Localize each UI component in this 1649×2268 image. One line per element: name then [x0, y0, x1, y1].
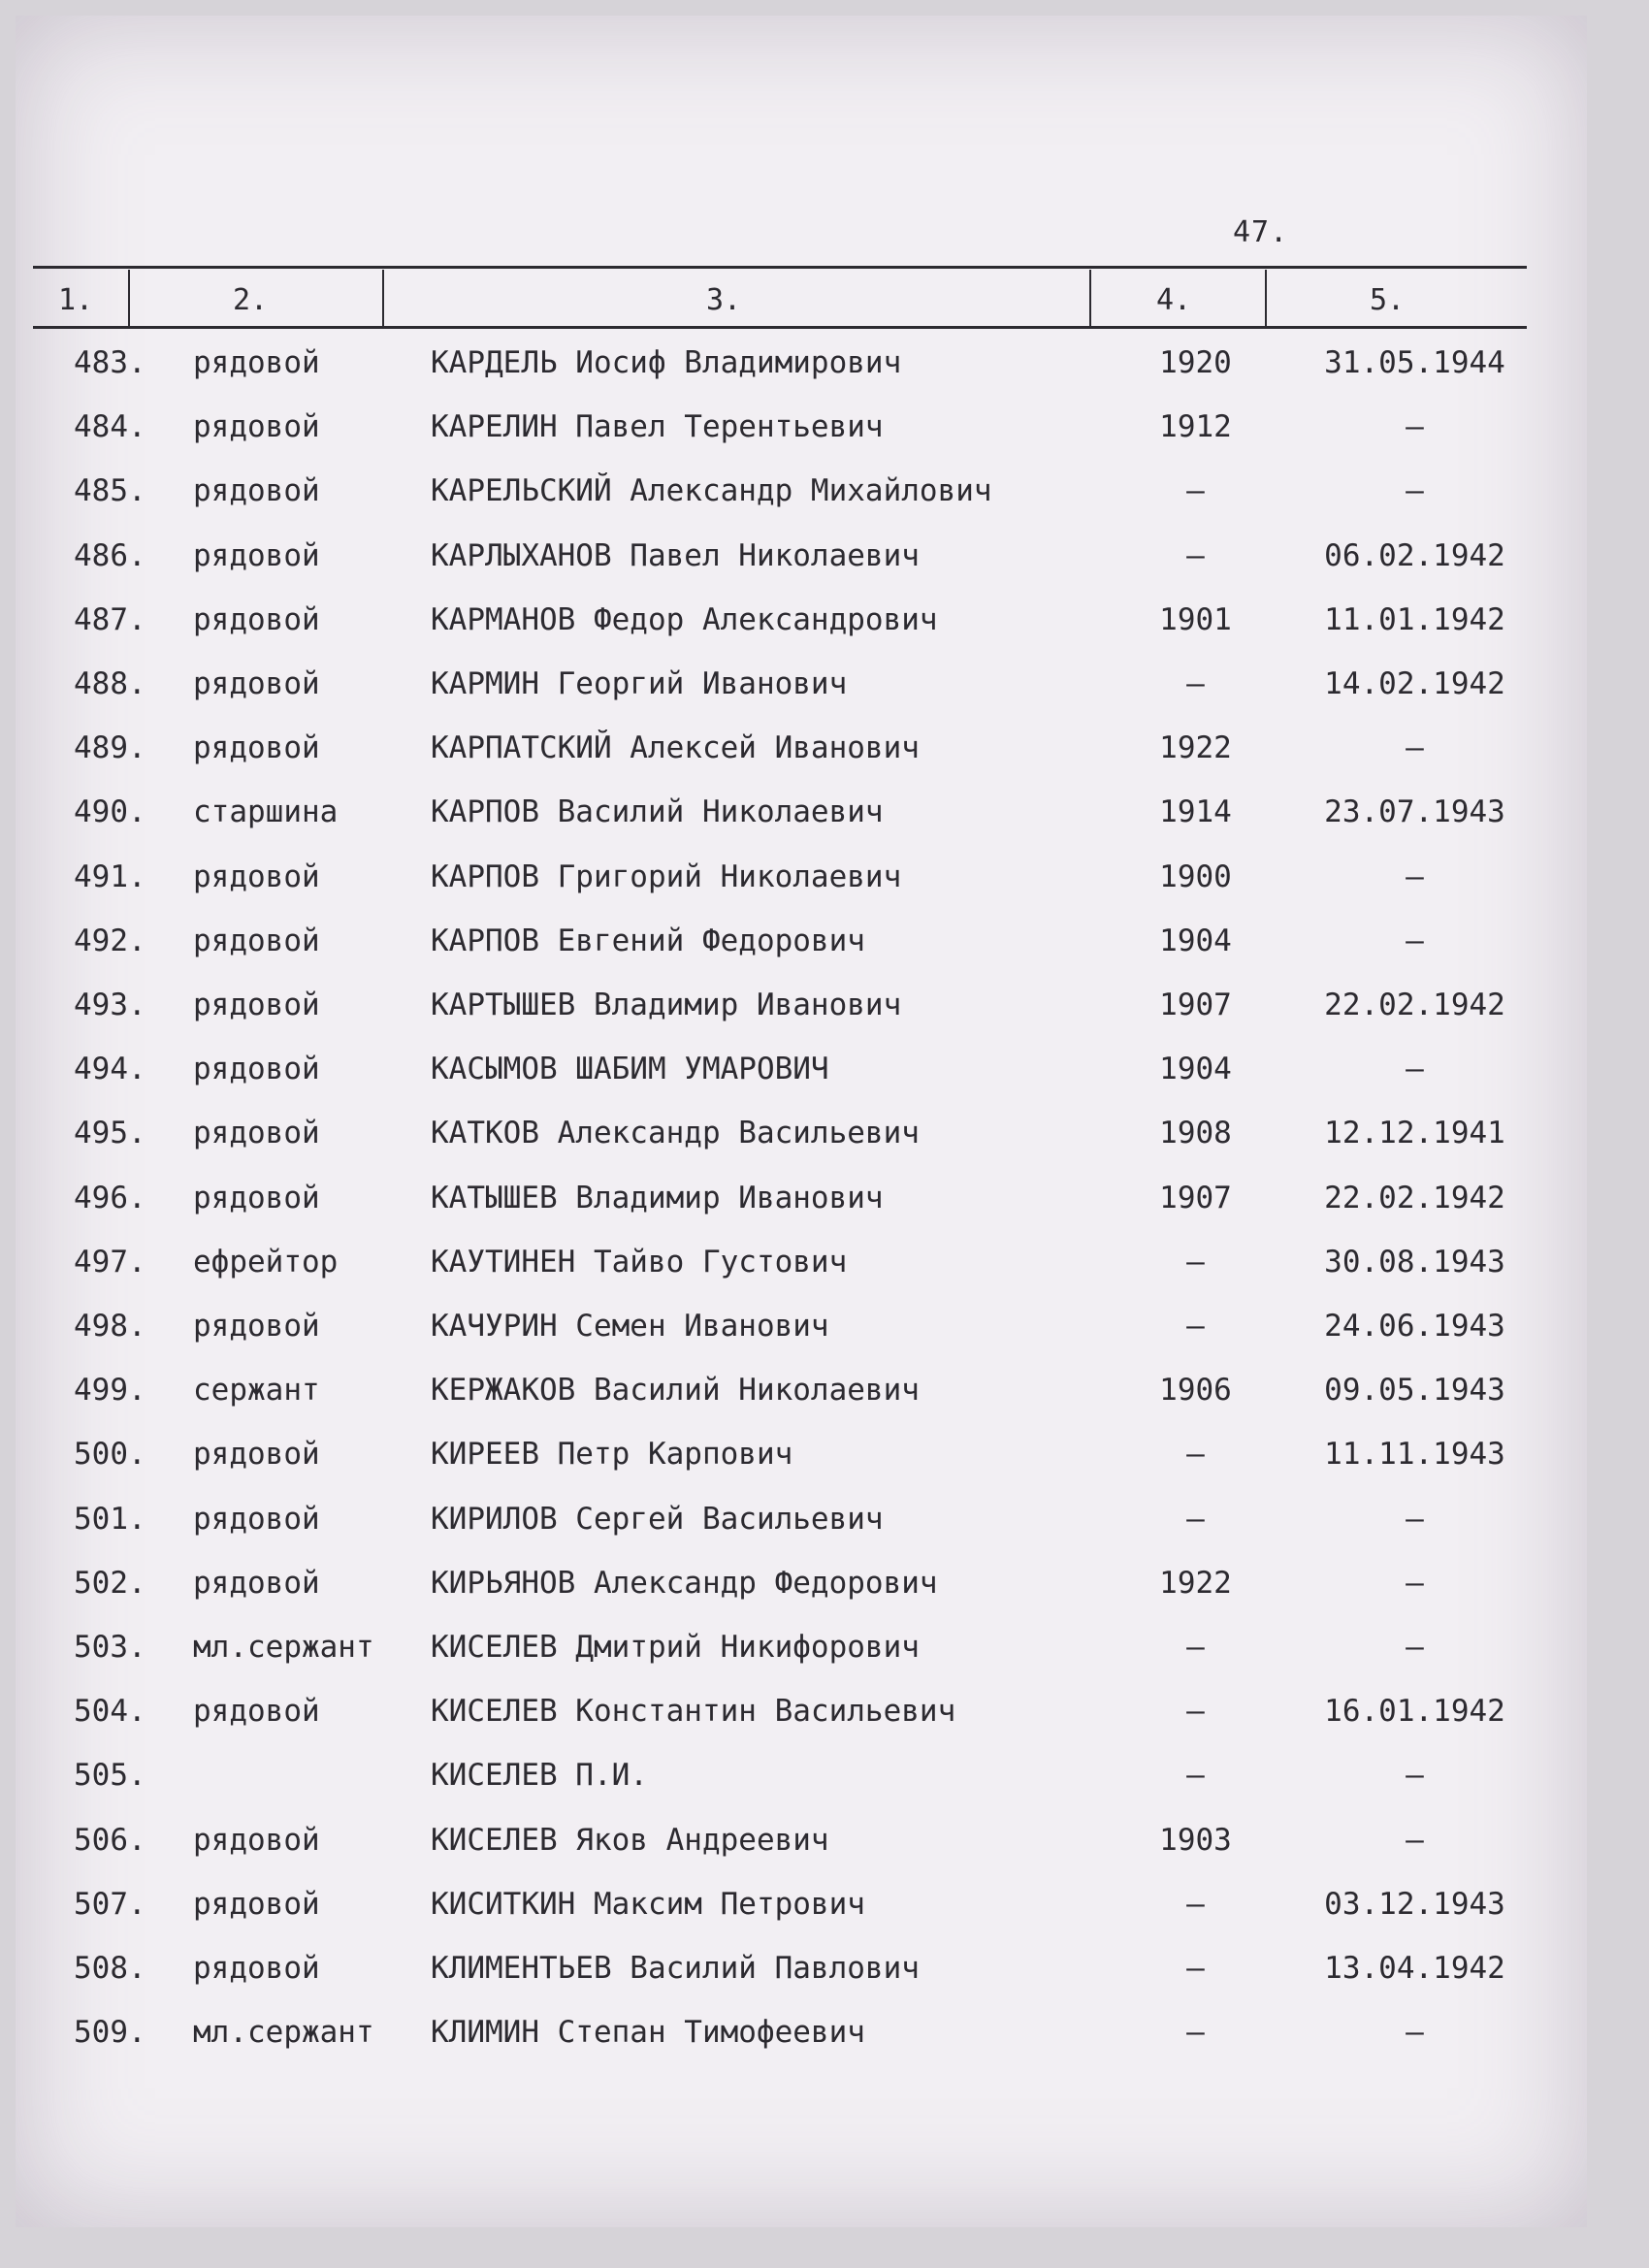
row-number: 506.: [74, 1822, 146, 1858]
row-number: 483.: [74, 345, 146, 380]
row-date: 31.05.1944: [1324, 345, 1505, 380]
row-rank: рядовой: [193, 1437, 320, 1473]
row-rank: старшина: [193, 794, 339, 830]
row-date: 06.02.1942: [1324, 537, 1505, 573]
row-date: 14.02.1942: [1324, 666, 1505, 701]
row-birth-year: 1907: [1159, 988, 1232, 1022]
row-rank: мл.сержант: [193, 1630, 374, 1665]
row-number: 501.: [74, 1501, 146, 1537]
table-row: [16, 859, 1587, 923]
row-rank: рядовой: [193, 1565, 320, 1601]
row-date: 22.02.1942: [1324, 988, 1505, 1022]
row-number: 485.: [74, 473, 146, 509]
table-row: [16, 1694, 1587, 1758]
row-number: 493.: [74, 988, 146, 1022]
row-rank: рядовой: [193, 345, 320, 380]
row-number: 495.: [74, 1116, 146, 1151]
row-birth-year: –: [1186, 1244, 1205, 1280]
row-birth-year: –: [1186, 2015, 1205, 2051]
row-date: –: [1406, 1822, 1424, 1858]
row-name: КЛИМИН Степан Тимофеевич: [431, 2015, 865, 2051]
row-date: –: [1406, 473, 1424, 509]
row-name: КАЧУРИН Семен Иванович: [431, 1309, 829, 1344]
header-col-4: 4.: [1156, 283, 1192, 317]
table-row: [16, 1566, 1587, 1630]
header-top-rule: [33, 266, 1527, 269]
table-row: [16, 345, 1587, 409]
column-divider: [1089, 270, 1091, 326]
row-number: 509.: [74, 2015, 146, 2051]
row-birth-year: 1907: [1159, 1180, 1232, 1215]
row-birth-year: –: [1186, 1694, 1205, 1730]
row-rank: рядовой: [193, 1116, 320, 1151]
row-birth-year: –: [1186, 1437, 1205, 1473]
table-row: [16, 538, 1587, 602]
row-number: 498.: [74, 1309, 146, 1344]
row-number: 489.: [74, 730, 146, 766]
row-number: 504.: [74, 1694, 146, 1730]
row-name: КАРПАТСКИЙ Алексей Иванович: [431, 730, 920, 766]
row-rank: рядовой: [193, 988, 320, 1022]
column-divider: [128, 270, 130, 326]
row-birth-year: –: [1186, 537, 1205, 573]
row-number: 503.: [74, 1630, 146, 1665]
row-number: 508.: [74, 1951, 146, 1986]
table-row: [16, 923, 1587, 988]
row-name: КИРЕЕВ Петр Карпович: [431, 1437, 793, 1473]
row-birth-year: 1900: [1159, 859, 1232, 894]
row-birth-year: –: [1186, 473, 1205, 509]
row-date: 11.01.1942: [1324, 601, 1505, 637]
row-number: 497.: [74, 1244, 146, 1280]
row-name: КИСИТКИН Максим Петрович: [431, 1886, 865, 1922]
header-bottom-rule: [33, 326, 1527, 329]
header-col-2: 2.: [233, 283, 269, 317]
table-row: [16, 1373, 1587, 1437]
table-row: [16, 1630, 1587, 1694]
row-name: КАРПОВ Григорий Николаевич: [431, 859, 902, 894]
row-name: КИСЕЛЕВ Яков Андреевич: [431, 1822, 829, 1858]
row-rank: рядовой: [193, 1180, 320, 1215]
page-number: 47.: [1233, 215, 1289, 249]
table-row: [16, 409, 1587, 473]
row-name: КАУТИНЕН Тайво Густович: [431, 1244, 848, 1280]
row-birth-year: 1906: [1159, 1373, 1232, 1409]
row-name: КИРЬЯНОВ Александр Федорович: [431, 1565, 938, 1601]
row-number: 502.: [74, 1565, 146, 1601]
row-number: 492.: [74, 923, 146, 958]
row-rank: рядовой: [193, 1052, 320, 1087]
row-date: 13.04.1942: [1324, 1951, 1505, 1986]
table-row: [16, 1951, 1587, 2015]
row-date: 30.08.1943: [1324, 1244, 1505, 1280]
row-date: –: [1406, 1052, 1424, 1087]
row-name: КЛИМЕНТЬЕВ Василий Павлович: [431, 1951, 920, 1986]
row-rank: рядовой: [193, 1951, 320, 1986]
row-date: –: [1406, 409, 1424, 445]
row-name: КАРЕЛИН Павел Терентьевич: [431, 409, 884, 445]
row-rank: рядовой: [193, 1694, 320, 1730]
table-row: [16, 794, 1587, 859]
header-col-5: 5.: [1370, 283, 1406, 317]
row-rank: рядовой: [193, 601, 320, 637]
row-birth-year: –: [1186, 1758, 1205, 1794]
row-date: 11.11.1943: [1324, 1437, 1505, 1473]
row-number: 494.: [74, 1052, 146, 1087]
row-birth-year: 1922: [1159, 1565, 1232, 1601]
row-number: 491.: [74, 859, 146, 894]
row-birth-year: –: [1186, 1309, 1205, 1344]
table-row: [16, 1052, 1587, 1116]
table-row: [16, 473, 1587, 537]
row-number: 490.: [74, 794, 146, 830]
row-birth-year: –: [1186, 1630, 1205, 1665]
row-birth-year: –: [1186, 1886, 1205, 1922]
row-name: КАРМАНОВ Федор Александрович: [431, 601, 938, 637]
row-rank: рядовой: [193, 666, 320, 701]
row-rank: рядовой: [193, 473, 320, 509]
table-row: [16, 1887, 1587, 1951]
row-birth-year: –: [1186, 1951, 1205, 1986]
row-name: КАРТЫШЕВ Владимир Иванович: [431, 988, 902, 1022]
row-date: 16.01.1942: [1324, 1694, 1505, 1730]
row-rank: сержант: [193, 1373, 320, 1409]
row-date: –: [1406, 1758, 1424, 1794]
row-name: КИСЕЛЕВ Константин Васильевич: [431, 1694, 956, 1730]
row-rank: рядовой: [193, 1886, 320, 1922]
table-row: [16, 730, 1587, 794]
row-number: 499.: [74, 1373, 146, 1409]
row-name: КАРМИН Георгий Иванович: [431, 666, 848, 701]
row-rank: рядовой: [193, 859, 320, 894]
row-date: –: [1406, 923, 1424, 958]
row-rank: рядовой: [193, 923, 320, 958]
row-date: –: [1406, 1630, 1424, 1665]
row-date: 09.05.1943: [1324, 1373, 1505, 1409]
row-date: 23.07.1943: [1324, 794, 1505, 830]
row-name: КАРПОВ Василий Николаевич: [431, 794, 884, 830]
row-number: 488.: [74, 666, 146, 701]
row-name: КАТКОВ Александр Васильевич: [431, 1116, 920, 1151]
row-birth-year: 1914: [1159, 794, 1232, 830]
column-divider: [1265, 270, 1267, 326]
row-rank: рядовой: [193, 537, 320, 573]
row-rank: рядовой: [193, 1822, 320, 1858]
table-row: [16, 2015, 1587, 2079]
row-birth-year: 1903: [1159, 1822, 1232, 1858]
row-name: КАТЫШЕВ Владимир Иванович: [431, 1180, 884, 1215]
row-number: 500.: [74, 1437, 146, 1473]
row-name: КАРДЕЛЬ Иосиф Владимирович: [431, 345, 902, 380]
row-date: –: [1406, 2015, 1424, 2051]
row-name: КАСЫМОВ ШАБИМ УМАРОВИЧ: [431, 1052, 829, 1087]
table-row: [16, 1437, 1587, 1501]
row-date: –: [1406, 1501, 1424, 1537]
row-number: 496.: [74, 1180, 146, 1215]
row-birth-year: 1908: [1159, 1116, 1232, 1151]
row-birth-year: 1920: [1159, 345, 1232, 380]
row-name: КАРЛЫХАНОВ Павел Николаевич: [431, 537, 920, 573]
row-birth-year: 1904: [1159, 1052, 1232, 1087]
row-date: –: [1406, 730, 1424, 766]
row-number: 507.: [74, 1886, 146, 1922]
table-row: [16, 988, 1587, 1052]
row-name: КАРПОВ Евгений Федорович: [431, 923, 865, 958]
row-birth-year: 1904: [1159, 923, 1232, 958]
row-number: 484.: [74, 409, 146, 445]
table-row: [16, 602, 1587, 666]
header-col-1: 1.: [58, 283, 94, 317]
row-rank: рядовой: [193, 1309, 320, 1344]
row-rank: ефрейтор: [193, 1244, 339, 1280]
row-rank: мл.сержант: [193, 2015, 374, 2051]
row-number: 486.: [74, 537, 146, 573]
table-row: [16, 1309, 1587, 1373]
column-divider: [382, 270, 384, 326]
row-birth-year: 1912: [1159, 409, 1232, 445]
row-date: 24.06.1943: [1324, 1309, 1505, 1344]
row-birth-year: 1901: [1159, 601, 1232, 637]
row-birth-year: –: [1186, 666, 1205, 701]
table-row: [16, 1823, 1587, 1887]
row-rank: рядовой: [193, 730, 320, 766]
row-birth-year: 1922: [1159, 730, 1232, 766]
row-birth-year: –: [1186, 1501, 1205, 1537]
table-row: [16, 1116, 1587, 1180]
row-date: 03.12.1943: [1324, 1886, 1505, 1922]
header-col-3: 3.: [706, 283, 742, 317]
table-row: [16, 666, 1587, 730]
row-date: –: [1406, 1565, 1424, 1601]
row-date: 22.02.1942: [1324, 1180, 1505, 1215]
table-row: [16, 1181, 1587, 1245]
table-row: [16, 1758, 1587, 1822]
row-date: –: [1406, 859, 1424, 894]
row-number: 505.: [74, 1758, 146, 1794]
row-rank: рядовой: [193, 409, 320, 445]
row-name: КИСЕЛЕВ Дмитрий Никифорович: [431, 1630, 920, 1665]
table-row: [16, 1245, 1587, 1309]
row-name: КЕРЖАКОВ Василий Николаевич: [431, 1373, 920, 1409]
row-name: КАРЕЛЬСКИЙ Александр Михайлович: [431, 473, 992, 509]
row-name: КИРИЛОВ Сергей Васильевич: [431, 1501, 884, 1537]
row-name: КИСЕЛЕВ П.И.: [431, 1758, 648, 1794]
table-row: [16, 1502, 1587, 1566]
document-page: [16, 16, 1587, 2227]
row-date: 12.12.1941: [1324, 1116, 1505, 1151]
row-number: 487.: [74, 601, 146, 637]
row-rank: рядовой: [193, 1501, 320, 1537]
